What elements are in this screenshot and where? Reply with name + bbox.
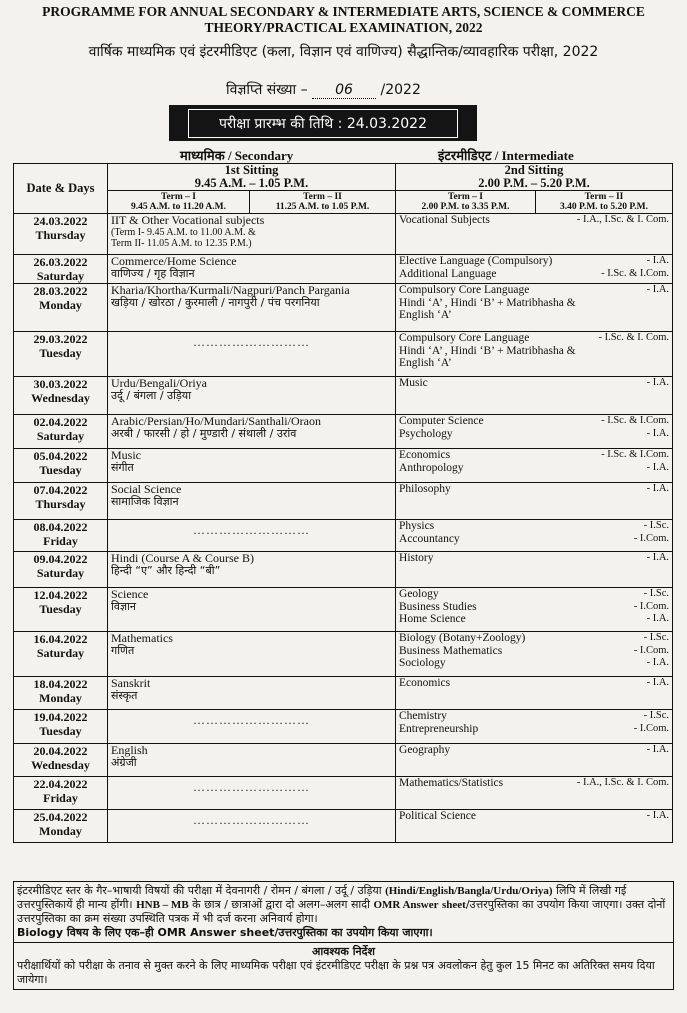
secondary-subject-cell (108, 449, 396, 483)
intermediate-stream: - I.A., I.Sc. & I. Com. (576, 214, 670, 225)
secondary-subject-cell (108, 255, 396, 284)
notice-number-value: 06 (312, 82, 376, 99)
date-cell (14, 377, 108, 415)
intermediate-subject (399, 710, 669, 723)
exam-day: Thursday (35, 497, 86, 511)
exam-day: Wednesday (31, 391, 90, 405)
intermediate-stream: - I.A. (646, 613, 670, 624)
intermediate-subject (399, 284, 669, 297)
exam-day: Saturday (36, 566, 85, 580)
intermediate-stream: - I.A. (646, 255, 670, 266)
secondary-subject-detail: (Term I- 9.45 A.M. to 11.00 A.M. & (111, 226, 256, 238)
intermediate-subject (399, 810, 669, 823)
intermediate-subject (399, 744, 669, 757)
secondary-subject: Sanskrit (111, 676, 151, 690)
secondary-subject-detail: विज्ञान (111, 599, 136, 613)
intermediate-stream (665, 357, 669, 370)
exam-day: Saturday (36, 646, 85, 660)
table-row (14, 810, 673, 843)
intermediate-subject (399, 677, 669, 690)
footer-text: इंटरमीडिएट स्तर के गैर–भाषायी विषयों की परीक्षा में देवनागरी / रोमन / बंगला / उर्दू / उड़िया (17, 884, 386, 897)
s2-term2-label: Term – II (584, 192, 624, 202)
exam-date: 07.04.2022 (33, 483, 88, 497)
intermediate-subject-cell (396, 588, 673, 632)
empty-slot: ……………………… (193, 523, 310, 537)
intermediate-subject-cell (396, 332, 673, 377)
intermediate-stream: - I.Sc. (643, 520, 670, 531)
secondary-subject-cell (108, 632, 396, 677)
secondary-subject-detail: खड़िया / खोरठा / कुरमाली / नागपुरी / पंच परगनिया (111, 295, 320, 309)
exam-date: 19.04.2022 (33, 710, 88, 724)
date-cell (14, 332, 108, 377)
intermediate-stream: - I.A. (646, 461, 670, 473)
exam-day: Tuesday (39, 463, 82, 477)
exam-day: Monday (39, 691, 82, 705)
intermediate-subject (399, 255, 669, 268)
intermediate-subject-name: Biology (Botany+Zoology) (399, 632, 526, 644)
secondary-subject: IIT & Other Vocational subjects (111, 213, 265, 227)
secondary-subject-cell (108, 552, 396, 588)
intermediate-stream: - I.A. (646, 810, 670, 821)
table-row (14, 552, 673, 588)
exam-date: 16.04.2022 (33, 632, 88, 646)
date-cell (14, 449, 108, 483)
secondary-subject: English (111, 743, 148, 757)
date-cell (14, 284, 108, 332)
intermediate-subject-cell (396, 520, 673, 552)
intermediate-stream: - I.Sc. & I.Com. (601, 415, 670, 426)
secondary-subject: Arabic/Persian/Ho/Mundari/Santhali/Oraon (111, 414, 321, 428)
intermediate-subject (399, 520, 669, 533)
intermediate-subject-name: Elective Language (Compulsory) (399, 255, 553, 267)
intermediate-subject (399, 377, 669, 390)
notice-year: /2022 (380, 82, 421, 98)
intermediate-stream: - I.Com. (633, 600, 670, 612)
title-english (0, 4, 687, 36)
exam-start-date: परीक्षा प्रारम्भ की तिथि : 24.03.2022 (188, 109, 458, 138)
intermediate-subject-cell (396, 214, 673, 255)
exam-date: 24.03.2022 (33, 214, 88, 228)
intermediate-subject-name: Mathematics/Statistics (399, 777, 504, 789)
intermediate-subject-name: Philosophy (399, 483, 451, 495)
footer-text: लिपि में लिखी गई उत्तरपुस्तिकायें ही मान्य होंगी। (17, 884, 627, 911)
intermediate-subject-cell (396, 710, 673, 744)
notice-label: विज्ञप्ति संख्या – (226, 82, 308, 98)
intermediate-stream: - I.A. (646, 377, 670, 388)
intermediate-stream: - I.Com. (633, 722, 670, 734)
intermediate-subject-name: English ‘A’ (399, 309, 452, 321)
date-cell (14, 632, 108, 677)
intermediate-stream: - I.A. (646, 483, 670, 494)
table-header-row (14, 164, 673, 191)
secondary-subject: Music (111, 448, 141, 462)
table-row (14, 284, 673, 332)
s2-term1-label: Term – I (448, 192, 484, 202)
title-line-1: PROGRAMME FOR ANNUAL SECONDARY & INTERMEDIATE ARTS, SCIENCE & COMMERCE (42, 4, 645, 19)
s2-term1-time: 2.00 P.M. to 3.35 P.M. (421, 202, 510, 212)
intermediate-subject (399, 723, 669, 736)
secondary-subject-cell (108, 214, 396, 255)
intermediate-subject (399, 297, 669, 310)
intermediate-subject-name: Computer Science (399, 415, 484, 427)
intermediate-subject (399, 632, 669, 645)
table-row (14, 483, 673, 520)
s1-term2-time: 11.25 A.M. to 1.05 P.M. (275, 202, 370, 212)
intermediate-subject-name: Business Mathematics (399, 644, 503, 657)
intermediate-subject (399, 657, 669, 670)
secondary-subject-cell (108, 710, 396, 744)
s1-term1-header (108, 191, 250, 214)
intermediate-subject (399, 613, 669, 626)
exam-date: 09.04.2022 (33, 552, 88, 566)
date-cell (14, 483, 108, 520)
intermediate-subject-name: Music (399, 377, 428, 389)
exam-day: Wednesday (31, 758, 90, 772)
intermediate-subject-name: Geography (399, 744, 451, 756)
date-cell (14, 588, 108, 632)
intermediate-subject-name: Compulsory Core Language (399, 284, 530, 296)
second-sitting-time: 2.00 P.M. – 5.20 P.M. (478, 176, 590, 190)
table-row (14, 744, 673, 777)
intermediate-subject (399, 552, 669, 565)
table-row (14, 588, 673, 632)
secondary-subject-detail: सामाजिक विज्ञान (111, 494, 179, 508)
intermediate-subject (399, 645, 669, 658)
table-row (14, 449, 673, 483)
exam-date: 28.03.2022 (33, 284, 88, 298)
secondary-subject-cell (108, 777, 396, 810)
exam-date: 12.04.2022 (33, 588, 88, 602)
intermediate-subject-name: Additional Language (399, 267, 497, 280)
intermediate-subject-name: Political Science (399, 810, 476, 822)
intermediate-subject-name: English ‘A’ (399, 357, 452, 369)
intermediate-subject-name: Accountancy (399, 532, 460, 545)
table-row (14, 520, 673, 552)
footer-bold: (Hindi/English/Bangla/Urdu/Oriya) (385, 885, 553, 897)
intermediate-subject (399, 332, 669, 345)
intermediate-subject-name: Business Studies (399, 600, 477, 613)
date-cell (14, 744, 108, 777)
footer-bold: sheet (442, 899, 466, 911)
intermediate-stream: - I.Sc. & I.Com. (601, 267, 670, 279)
intermediate-subject-cell (396, 632, 673, 677)
date-cell (14, 677, 108, 710)
intermediate-stream: - I.Sc. & I.Com. (601, 449, 670, 460)
intermediate-stream: - I.A. (646, 284, 670, 295)
empty-slot: ……………………… (193, 335, 310, 349)
secondary-subject-detail: Term II- 11.05 A.M. to 12.35 P.M.) (111, 237, 252, 249)
table-row (14, 632, 673, 677)
intermediate-heading: इंटरमीडिएट / Intermediate (438, 148, 574, 163)
title-hindi: वार्षिक माध्यमिक एवं इंटरमीडिएट (कला, विज्ञान एवं वाणिज्य) सैद्धान्तिक/व्यावहारिक परीक्षा, 2022 (88, 44, 599, 60)
secondary-subject: Science (111, 587, 149, 601)
footer-text: /उत्तरपुस्तिका का उपयोग किया जाएगा। उक्त दोनों उत्तरपुस्तिका का क्रम संख्या उपस्थिति पत्रक में भी दर्ज करना अनिवार्य होगा। (17, 898, 666, 925)
intermediate-subject (399, 588, 669, 601)
date-cell (14, 520, 108, 552)
exam-date: 26.03.2022 (33, 255, 88, 269)
intermediate-subject-name: Physics (399, 520, 435, 532)
exam-day: Monday (39, 824, 82, 838)
intermediate-subject-name: Chemistry (399, 710, 447, 722)
intermediate-subject-name: Hindi ‘A’ , Hindi ‘B’ + Matribhasha & (399, 344, 576, 357)
exam-day: Tuesday (39, 346, 82, 360)
table-row (14, 677, 673, 710)
footer-bold: OMR Answer (373, 899, 439, 911)
intermediate-stream: - I.A. (646, 744, 670, 755)
s2-term2-header (536, 191, 673, 214)
date-cell (14, 710, 108, 744)
secondary-subject-detail: संगीत (111, 460, 134, 474)
intermediate-stream (665, 345, 669, 358)
date-cell (14, 415, 108, 449)
second-sitting-header (396, 164, 673, 191)
exam-day: Tuesday (39, 724, 82, 738)
first-sitting-label: 1st Sitting (224, 163, 279, 177)
intermediate-stream: - I.A. (646, 677, 670, 688)
intermediate-subject-cell (396, 744, 673, 777)
exam-date: 20.04.2022 (33, 744, 88, 758)
intermediate-subject (399, 357, 669, 370)
intermediate-subject-name: Anthropology (399, 461, 464, 474)
intermediate-subject-name: Compulsory Core Language (399, 332, 530, 344)
table-row (14, 255, 673, 284)
table-row (14, 710, 673, 744)
footer-bold: HNB – MB (136, 899, 189, 911)
intermediate-subject (399, 214, 669, 227)
intermediate-subject (399, 268, 669, 281)
secondary-subject-cell (108, 744, 396, 777)
secondary-subject-detail: अरबी / फारसी / हो / मुण्डारी / संथाली / उरांव (111, 426, 297, 440)
secondary-subject: Commerce/Home Science (111, 254, 237, 268)
intermediate-subject (399, 777, 669, 790)
exam-date: 25.04.2022 (33, 810, 88, 824)
footer-script-note (17, 884, 670, 926)
secondary-subject-cell (108, 332, 396, 377)
intermediate-subject-cell (396, 284, 673, 332)
exam-date: 29.03.2022 (33, 332, 88, 346)
intermediate-subject-cell (396, 777, 673, 810)
table-row (14, 377, 673, 415)
intermediate-subject (399, 415, 669, 428)
title-line-2: THEORY/PRACTICAL EXAMINATION, 2022 (204, 20, 483, 35)
footer-text: के छात्र / छात्राओं द्वारा दो अलग–अलग सादी (188, 898, 374, 911)
notice-number (226, 80, 421, 99)
exam-day: Monday (39, 298, 82, 312)
intermediate-subject-cell (396, 377, 673, 415)
date-cell (14, 552, 108, 588)
first-sitting-header (108, 164, 396, 191)
date-cell (14, 214, 108, 255)
table-row (14, 214, 673, 255)
exam-start-date-banner (171, 107, 475, 139)
exam-day: Friday (43, 791, 78, 805)
empty-slot: ……………………… (193, 813, 310, 827)
intermediate-subject (399, 483, 669, 496)
intermediate-subject (399, 462, 669, 475)
secondary-subject: Kharia/Khortha/Kurmali/Nagpuri/Panch Pargania (111, 283, 350, 297)
intermediate-stream: - I.Sc. & I. Com. (598, 332, 670, 343)
intermediate-stream: - I.Sc. (643, 632, 670, 643)
term-header-row (14, 191, 673, 214)
footer-notes (13, 881, 674, 990)
intermediate-stream (665, 297, 669, 310)
table-row (14, 332, 673, 377)
intermediate-subject-cell (396, 552, 673, 588)
intermediate-subject (399, 533, 669, 546)
secondary-subject-cell (108, 677, 396, 710)
first-sitting-time: 9.45 A.M. – 1.05 P.M. (194, 176, 309, 190)
secondary-subject-cell (108, 377, 396, 415)
intermediate-subject-name: Psychology (399, 427, 453, 440)
secondary-heading: माध्यमिक / Secondary (180, 148, 294, 163)
table-row (14, 777, 673, 810)
intermediate-subject-name: Geology (399, 588, 439, 600)
secondary-subject-cell (108, 810, 396, 843)
secondary-subject: Hindi (Course A & Course B) (111, 551, 254, 565)
intermediate-subject-name: Economics (399, 449, 451, 461)
intermediate-stream: - I.Sc. (643, 588, 670, 599)
exam-schedule-table (13, 163, 673, 843)
exam-date: 08.04.2022 (33, 520, 88, 534)
exam-date: 05.04.2022 (33, 449, 88, 463)
intermediate-subject-name: Economics (399, 677, 451, 689)
secondary-subject-detail: अंग्रेजी (111, 755, 137, 769)
intermediate-subject-name: History (399, 552, 434, 564)
intermediate-subject-cell (396, 255, 673, 284)
date-cell (14, 777, 108, 810)
intermediate-stream: - I.Sc. (643, 710, 670, 721)
intermediate-subject-name: Entrepreneurship (399, 722, 479, 735)
intermediate-subject-name: Home Science (399, 613, 466, 625)
date-cell (14, 810, 108, 843)
exam-day: Friday (43, 534, 78, 548)
secondary-subject: Mathematics (111, 631, 173, 645)
secondary-subject-cell (108, 588, 396, 632)
exam-date: 18.04.2022 (33, 677, 88, 691)
intermediate-subject (399, 309, 669, 322)
intermediate-stream: - I.A. (646, 552, 670, 563)
s1-term1-time: 9.45 A.M. to 11.20 A.M. (131, 202, 226, 212)
secondary-subject-cell (108, 483, 396, 520)
intermediate-subject-name: Sociology (399, 657, 446, 669)
intermediate-subject-cell (396, 677, 673, 710)
footer-instructions-title: आवश्यक निर्देश (312, 945, 375, 958)
footer-instructions-text: परीक्षार्थियों को परीक्षा के तनाव से मुक्त करने के लिए माध्यमिक परीक्षा एवं इंटरमीडिएट परीक्षा के प्रश्न पत्र अवलोकन हेतु कुल 15 मिनट का अतिरिक्त समय दिया जायेगा। (17, 959, 655, 986)
s2-term2-time: 3.40 P.M. to 5.20 P.M. (560, 202, 648, 212)
intermediate-subject-cell (396, 415, 673, 449)
intermediate-stream: - I.A. (646, 657, 670, 668)
intermediate-subject (399, 345, 669, 358)
exam-day: Saturday (36, 429, 85, 443)
intermediate-stream: - I.Com. (633, 644, 670, 656)
secondary-subject: Social Science (111, 482, 182, 496)
footer-biology-note: Biology विषय के लिए एक–ही OMR Answer sheet/उत्तरपुस्तिका का उपयोग किया जाएगा। (17, 926, 433, 939)
exam-day: Thursday (35, 228, 86, 242)
secondary-subject-cell (108, 415, 396, 449)
intermediate-subject-name: Vocational Subjects (399, 214, 490, 226)
secondary-subject-detail: गणित (111, 643, 135, 657)
secondary-subject-cell (108, 284, 396, 332)
s1-term2-header (250, 191, 396, 214)
secondary-subject-cell (108, 520, 396, 552)
exam-date: 02.04.2022 (33, 415, 88, 429)
secondary-subject-detail: उर्दू / बंगला / उड़िया (111, 388, 192, 402)
intermediate-stream: - I.A. (646, 427, 670, 439)
exam-day: Saturday (36, 269, 85, 283)
intermediate-subject (399, 428, 669, 441)
exam-day: Tuesday (39, 602, 82, 616)
empty-slot: ……………………… (193, 780, 310, 794)
secondary-subject-detail: हिन्दी “ए” और हिन्दी “बी” (111, 563, 221, 577)
intermediate-stream: - I.A., I.Sc. & I. Com. (576, 777, 670, 788)
intermediate-subject (399, 449, 669, 462)
table-row (14, 415, 673, 449)
empty-slot: ……………………… (193, 713, 310, 727)
footer-divider (14, 942, 673, 943)
intermediate-stream (665, 309, 669, 322)
second-sitting-label: 2nd Sitting (504, 163, 564, 177)
date-cell (14, 255, 108, 284)
secondary-subject: Urdu/Bengali/Oriya (111, 376, 207, 390)
exam-date: 30.03.2022 (33, 377, 88, 391)
intermediate-subject-cell (396, 449, 673, 483)
secondary-subject-detail: संस्कृत (111, 688, 138, 702)
intermediate-subject (399, 601, 669, 614)
intermediate-subject-cell (396, 810, 673, 843)
exam-date: 22.04.2022 (33, 777, 88, 791)
intermediate-subject-cell (396, 483, 673, 520)
date-days-header: Date & Days (14, 164, 108, 214)
s1-term1-label: Term – I (160, 192, 196, 202)
secondary-subject-detail: वाणिज्य / गृह विज्ञान (111, 266, 195, 280)
s1-term2-label: Term – II (303, 192, 342, 202)
s2-term1-header (396, 191, 536, 214)
intermediate-stream: - I.Com. (633, 532, 670, 544)
intermediate-subject-name: Hindi ‘A’ , Hindi ‘B’ + Matribhasha & (399, 296, 576, 309)
